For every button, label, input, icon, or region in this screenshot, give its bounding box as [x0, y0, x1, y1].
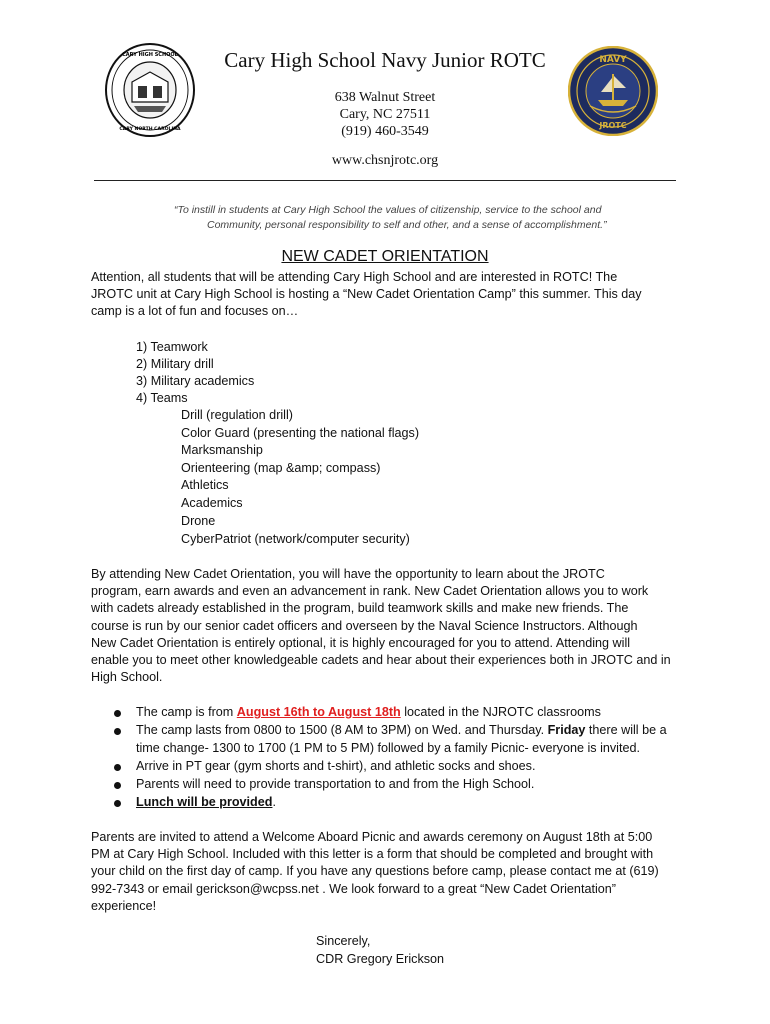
phone-number: (919) 460-3549 [341, 124, 429, 139]
header-divider [94, 180, 676, 181]
closing-line: 992-7343 or email gerickson@wcpss.net . We look forward to a great “New Cadet Orientation” [91, 881, 616, 896]
intro-line: JROTC unit at Cary High School is hosting a “New Cadet Orientation Camp” this summer. This day [91, 287, 642, 302]
body-line: By attending New Cadet Orientation, you will have the opportunity to learn about the JROTC [91, 567, 605, 581]
bullet-dot [114, 728, 121, 735]
page-heading: NEW CADET ORIENTATION [281, 248, 489, 265]
closing-line: Parents are invited to attend a Welcome Aboard Picnic and awards ceremony on August 18th at 5:00 [91, 830, 653, 844]
closing-line: your child on the first day of camp. If you have any questions before camp, please contact me at (619) [91, 864, 659, 879]
team-item: CyberPatriot (network/computer security) [181, 532, 410, 546]
body-line: High School. [91, 670, 163, 685]
svg-text:JROTC: JROTC [599, 121, 627, 130]
team-item: Orienteering (map &amp; compass) [181, 461, 381, 475]
svg-text:CARY HIGH SCHOOL: CARY HIGH SCHOOL [122, 52, 178, 58]
team-item: Drone [181, 514, 216, 528]
team-item: Academics [181, 496, 243, 510]
motto-line-2: Community, personal responsibility to self and other, and a sense of accomplishment.” [207, 219, 607, 231]
bullet-dot [114, 782, 121, 789]
focus-item: 4) Teams [136, 391, 188, 405]
city-address: Cary, NC 27511 [339, 107, 431, 122]
focus-item: 3) Military academics [136, 374, 255, 388]
signer-name: CDR Gregory Erickson [316, 952, 445, 966]
focus-item: 1) Teamwork [136, 340, 208, 354]
bullet-dot [114, 800, 121, 807]
focus-item: 2) Military drill [136, 357, 214, 371]
body-line: with cadets already established in the program, build teamwork skills and make new friends. The [91, 601, 629, 616]
closing-line: experience! [91, 898, 157, 913]
attire-item: Arrive in PT gear (gym shorts and t-shirt), and athletic socks and shoes. [136, 759, 536, 773]
team-item: Marksmanship [181, 443, 263, 457]
motto-line-1: “To instill in students at Cary High School the values of citizenship, service to the school and [174, 204, 602, 216]
street-address: 638 Walnut Street [334, 90, 436, 105]
intro-line: camp is a lot of fun and focuses on… [91, 304, 299, 319]
svg-text:NAVY: NAVY [599, 55, 627, 65]
camp-hours-item-cont: time change- 1300 to 1700 (1 PM to 5 PM) followed by a family Picnic- everyone is invited. [136, 741, 640, 755]
team-item: Color Guard (presenting the national flags) [181, 426, 420, 440]
lunch-item: Lunch will be provided. [136, 795, 276, 809]
body-line: New Cadet Orientation is entirely optional, it is highly encouraged for you to attend. Attending will [91, 635, 631, 650]
intro-line: Attention, all students that will be attending Cary High School and are interested in ROTC! The [91, 270, 618, 284]
body-line: course is run by our senior cadet officers and overseen by the Naval Science Instructors. Although [91, 618, 638, 633]
camp-dates-item: The camp is from August 16th to August 18th located in the NJROTC classrooms [136, 705, 601, 719]
team-item: Drill (regulation drill) [181, 408, 293, 422]
svg-text:CARY NORTH CAROLINA: CARY NORTH CAROLINA [119, 127, 181, 132]
body-line: enable you to meet other knowledgeable cadets and hear about their experiences both in JROTC and in [91, 653, 671, 668]
body-line: program, earn awards and even an advancement in rank. New Cadet Orientation allows you to work [91, 584, 649, 599]
bullet-dot [114, 710, 121, 717]
intro-paragraph [91, 269, 642, 321]
website-link[interactable]: www.chsnjrotc.org [331, 153, 439, 168]
closing-line: PM at Cary High School. Included with this letter is a form that should be completed and brought with [91, 847, 654, 862]
body-paragraph [91, 566, 671, 686]
bullet-dot [114, 764, 121, 771]
school-title: Cary High School Navy Junior ROTC [224, 48, 546, 72]
camp-dates: August 16th to August 18th [236, 705, 401, 719]
team-item: Athletics [181, 478, 229, 492]
transport-item: Parents will need to provide transportation to and from the High School. [136, 777, 535, 791]
salutation: Sincerely, [316, 934, 371, 948]
camp-hours-item: The camp lasts from 0800 to 1500 (8 AM to 3PM) on Wed. and Thursday. Friday there will be a [136, 723, 667, 737]
closing-paragraph [91, 829, 659, 915]
